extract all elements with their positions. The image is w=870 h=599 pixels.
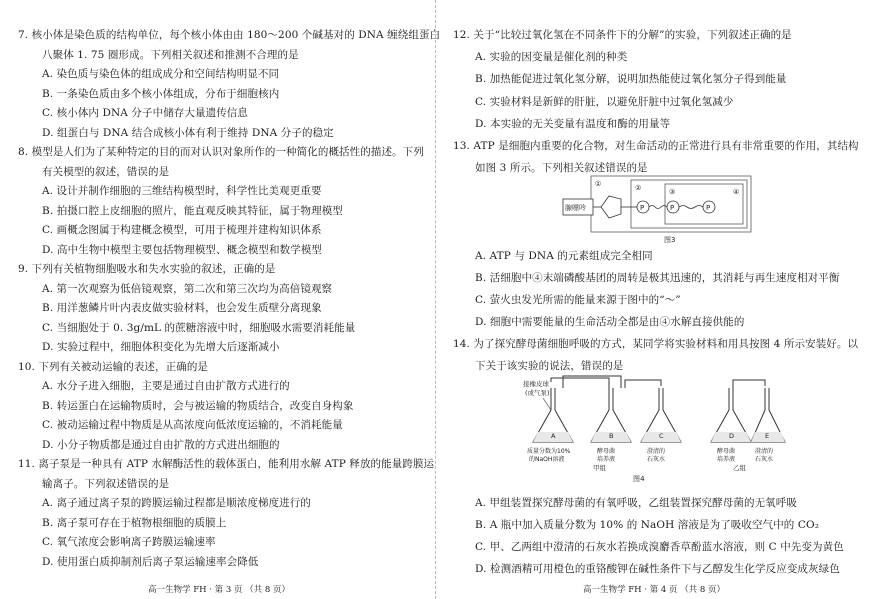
q13-option-b: B. 活细胞中④末端磷酸基团的周转是极其迅速的，其消耗与再生速度相对平衡 [475,272,840,284]
circled-label-3: ③ [669,188,676,196]
q14-stem-line-2: 下关于该实验的说法，错误的是 [475,360,624,372]
q14-option-b: B. A 瓶中加入质量分数为 10% 的 NaOH 溶液是为了吸收空气中的 CO₂ [475,519,820,531]
q13-stem-line-1: 13. ATP 是细胞内重要的化合物，对生命活动的正常进行具有非常重要的作用，其结构 [453,140,859,152]
q13-stem-line-2: 如图 3 所示。下列相关叙述错误的是 [475,162,648,174]
ribose-pentagon [601,196,621,218]
pump-label-line-1: 接橡皮球 [523,380,549,388]
q7-option-d: D. 组蛋白与 DNA 结合成核小体有利于维持 DNA 分子的稳定 [42,126,334,139]
left-page-footer: 高一生物学 FH · 第 3 页 （共 8 页） [148,585,290,595]
q9-stem-line-1: 9. 下列有关植物细胞吸水和失水实验的叙述，正确的是 [18,263,276,276]
circled-label-4: ④ [733,188,740,196]
q12-option-c: C. 实验材料是新鲜的肝脏，以避免肝脏中过氧化氢减少 [475,96,734,108]
q11-option-c: C. 氧气浓度会影响离子跨膜运输速率 [42,536,216,549]
flask-e-letter: E [765,432,770,440]
pump-label-line-2: (或气泵) [525,389,550,397]
q7-option-c: C. 核小体内 DNA 分子中储存大量遗传信息 [42,107,248,120]
q14-option-c: C. 甲、乙两组中澄清的石灰水若换成溴麝香草酚蓝水溶液，则 C 中先变为黄色 [475,541,844,553]
flask-d-label-2: 培养液 [717,456,736,463]
q9-option-d: D. 实验过程中，细胞体积变化为先增大后逐渐减小 [42,341,280,354]
flask-e-label-2: 石灰水 [755,456,774,463]
q12-option-a: A. 实验的因变量是催化剂的种类 [475,51,628,63]
q7-stem-line-1: 7. 核小体是染色质的结构单位，每个核小体由由 180～200 个碱基对的 DNA 缠绕组蛋白 [18,29,441,41]
q10-option-a: A. 水分子进入细胞，主要是通过自由扩散方式进行的 [42,380,290,393]
q13-option-d: D. 细胞中需要能量的生命活动全都是由④水解直接供能的 [475,316,745,328]
figure-3-caption: 图3 [664,236,676,244]
q10-option-c: C. 被动运输过程中物质是从高浓度向低浓度运输的，不消耗能量 [42,419,343,432]
q14-option-a: A. 甲组装置探究酵母菌的有氧呼吸，乙组装置探究酵母菌的无氧呼吸 [475,497,797,509]
q11-option-b: B. 离子泵可存在于植物根细胞的质膜上 [42,516,227,529]
q8-option-d: D. 高中生物中模型主要包括物理模型、概念模型和数学模型 [42,243,323,256]
group-jia-label: 甲组 [593,464,606,472]
flask-b [591,388,631,442]
q9-option-a: A. 第一次观察为低倍镜观察，第二次和第三次均为高倍镜观察 [42,282,333,295]
q12-stem-line-1: 12. 关于“比较过氧化氢在不同条件下的分解”的实验，下列叙述正确的是 [453,29,792,41]
column-divider [435,0,437,599]
flask-e-label-1: 澄清的 [755,448,774,455]
q12-option-d: D. 本实验的无关变量有温度和酶的用量等 [475,118,671,130]
circled-label-1: ① [595,180,602,188]
flask-a-label-1: 质量分数为10% [527,448,571,455]
q8-stem-line-2: 有关模型的叙述，错误的是 [42,165,170,178]
flask-c-label-2: 石灰水 [647,456,666,463]
q9-option-b: B. 用洋葱鳞片叶内表皮做实验材料，也会发生质壁分离现象 [42,302,322,315]
flask-a-label-2: 的NaOH溶液 [529,456,565,463]
flask-e [751,388,785,442]
yeast-respiration-apparatus-figure [523,374,793,472]
flask-c [641,388,681,442]
flask-d-letter: D [729,432,735,440]
pump-pointer [543,398,551,410]
q9-option-c: C. 当细胞处于 0. 3g/mL 的蔗糖溶液中时，细胞吸水需要消耗能量 [42,321,356,334]
q11-option-d: D. 使用蛋白质抑制剂后离子泵运输速率会降低 [42,556,259,568]
q7-stem-line-2: 八聚体 1. 75 圈形成。下列相关叙述和推测不合理的是 [42,48,299,61]
q7-option-b: B. 一条染色质由多个核小体组成，分布于细胞核内 [42,87,280,100]
q13-option-a: A. ATP 与 DNA 的元素组成完全相同 [475,250,653,262]
flask-b-letter: B [609,432,614,440]
q10-option-b: B. 转运蛋白在运输物质时，会与被运输的物质结合，改变自身构象 [42,399,354,412]
group-yi-label: 乙组 [733,464,746,472]
q11-option-a: A. 离子通过离子泵的跨膜运输过程都是顺浓度梯度进行的 [42,497,311,510]
q8-option-c: C. 画概念图属于构建概念模型，可用于梳理并建构知识体系 [42,224,322,237]
flask-a-letter: A [551,432,556,440]
q11-stem-line-2: 输离子。下列叙述错误的是 [42,477,170,490]
tube-b-c [625,380,661,388]
flask-c-letter: C [659,432,664,440]
high-energy-bond-2 [679,206,703,209]
flask-d [711,388,751,442]
q7-option-a: A. 染色质与染色体的组成成分和空间结构明显不同 [42,68,280,81]
tube-a-b [551,378,609,388]
q11-stem-line-1: 11. 离子泵是一种具有 ATP 水解酶活性的载体蛋白，能利用水解 ATP 释放的能量跨膜运 [18,458,435,471]
q13-option-c: C. 萤火虫发光所需的能量来源于图中的“～” [475,294,681,306]
q12-option-b: B. 加热能促进过氧化氢分解，说明加热能使过氧化氢分子得到能量 [475,73,787,85]
right-page-footer: 高一生物学 FH · 第 4 页 （共 8 页） [583,585,725,595]
atp-structure-figure [561,172,781,244]
q10-stem-line-1: 10. 下列有关被动运输的表述，正确的是 [18,360,209,373]
q8-option-b: B. 拍摄口腔上皮细胞的照片，能直观反映其特征，属于物理模型 [42,204,343,217]
phosphate-1-label: P [640,204,645,212]
q8-stem-line-1: 8. 模型是人们为了某种特定的目的而对认识对象所作的一种简化的概括性的描述。下列 [18,146,424,159]
high-energy-bond-1 [649,206,667,209]
q10-option-d: D. 小分子物质都是通过自由扩散的方式进出细胞的 [42,438,280,451]
q14-option-d: D. 检测酒精可用橙色的重铬酸钾在碱性条件下与乙醇发生化学反应变成灰绿色 [475,563,840,575]
flask-b-label-1: 酵母菌 [597,448,616,455]
q8-option-a: A. 设计并制作细胞的三维结构模型时，科学性比美观更重要 [42,185,322,198]
flask-b-label-2: 培养液 [597,456,616,463]
figure-4-caption: 图4 [633,475,645,483]
q14-stem-line-1: 14. 为了探究酵母菌细胞呼吸的方式，某同学将实验材料和用具按图 4 所示安装好。以 [453,338,859,350]
flask-d-label-1: 酵母菌 [717,448,736,455]
phosphate-3-label: P [706,204,711,212]
circled-label-2: ② [635,184,642,192]
tube-d-e [733,380,765,388]
flask-c-label-1: 澄清的 [647,448,666,455]
adenine-label: 腺嘌呤 [565,204,586,212]
phosphate-2-label: P [670,204,675,212]
